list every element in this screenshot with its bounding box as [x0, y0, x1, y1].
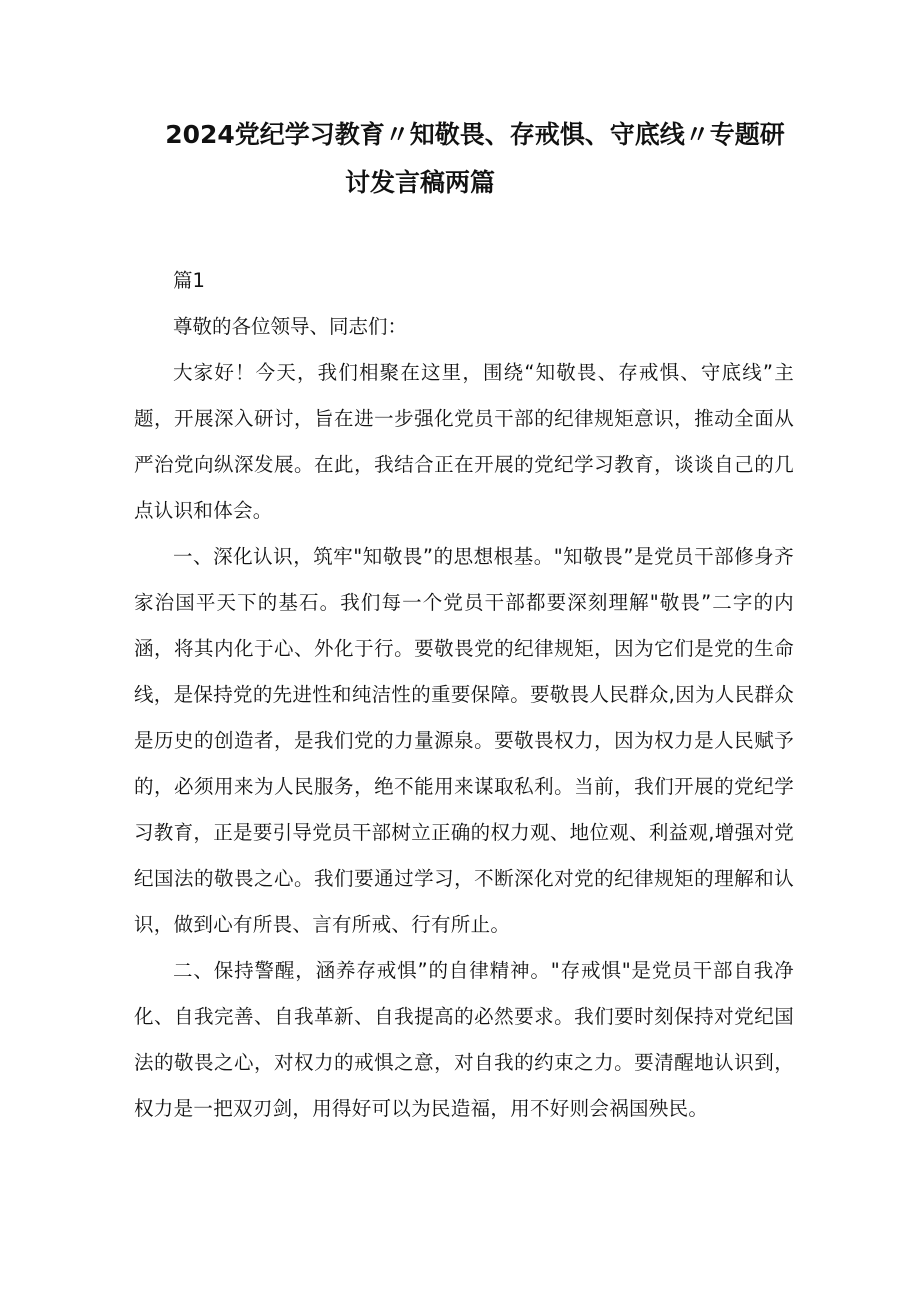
- paragraph-section-two: 二、保持警醒，涵养存戒惧”的自律精神。"存戒惧"是党员干部自我净化、自我完善、自我革新、自我提高的必然要求。我们要时刻保持对党纪国法的敬畏之心，对权力的戒惧之意，对自我的约束之力。要清醒地认识到，权力是一把双刃剑，用得好可以为民造福，用不好则会祸国殃民。: [134, 959, 794, 1120]
- document-title-line1: 2024党纪学习教育〃知敬畏、存戒惧、守底线〃专题研: [165, 120, 785, 149]
- section-label: 篇1: [173, 269, 205, 292]
- document-title-line2: 讨发言稿两篇: [345, 168, 496, 197]
- greeting: 尊敬的各位领导、同志们：: [173, 315, 408, 338]
- document-body: [134, 350, 794, 1132]
- paragraph-intro: 大家好！今天，我们相聚在这里，围绕“知敬畏、存戒惧、守底线”主题，开展深入研讨，旨在进一步强化党员干部的纪律规矩意识，推动全面从严治党向纵深发展。在此，我结合正在开展的党纪学习教育，谈谈自己的几点认识和体会。: [134, 361, 794, 522]
- paragraph-section-one: 一、深化认识，筑牢"知敬畏”的思想根基。"知敬畏”是党员干部修身齐家治国平天下的基石。我们每一个党员干部都要深刻理解"敬畏”二字的内涵，将其内化于心、外化于行。要敬畏党的纪律规矩，因为它们是党的生命线，是保持党的先进性和纯洁性的重要保障。要敬畏人民群众,因为人民群众是历史的创造者，是我们党的力量源泉。要敬畏权力，因为权力是人民赋予的，必须用来为人民服务，绝不能用来谋取私利。当前，我们开展的党纪学习教育，正是要引导党员干部树立正确的权力观、地位观、利益观,增强对党纪国法的敬畏之心。我们要通过学习，不断深化对党的纪律规矩的理解和认识，做到心有所畏、言有所戒、行有所止。: [134, 545, 794, 936]
